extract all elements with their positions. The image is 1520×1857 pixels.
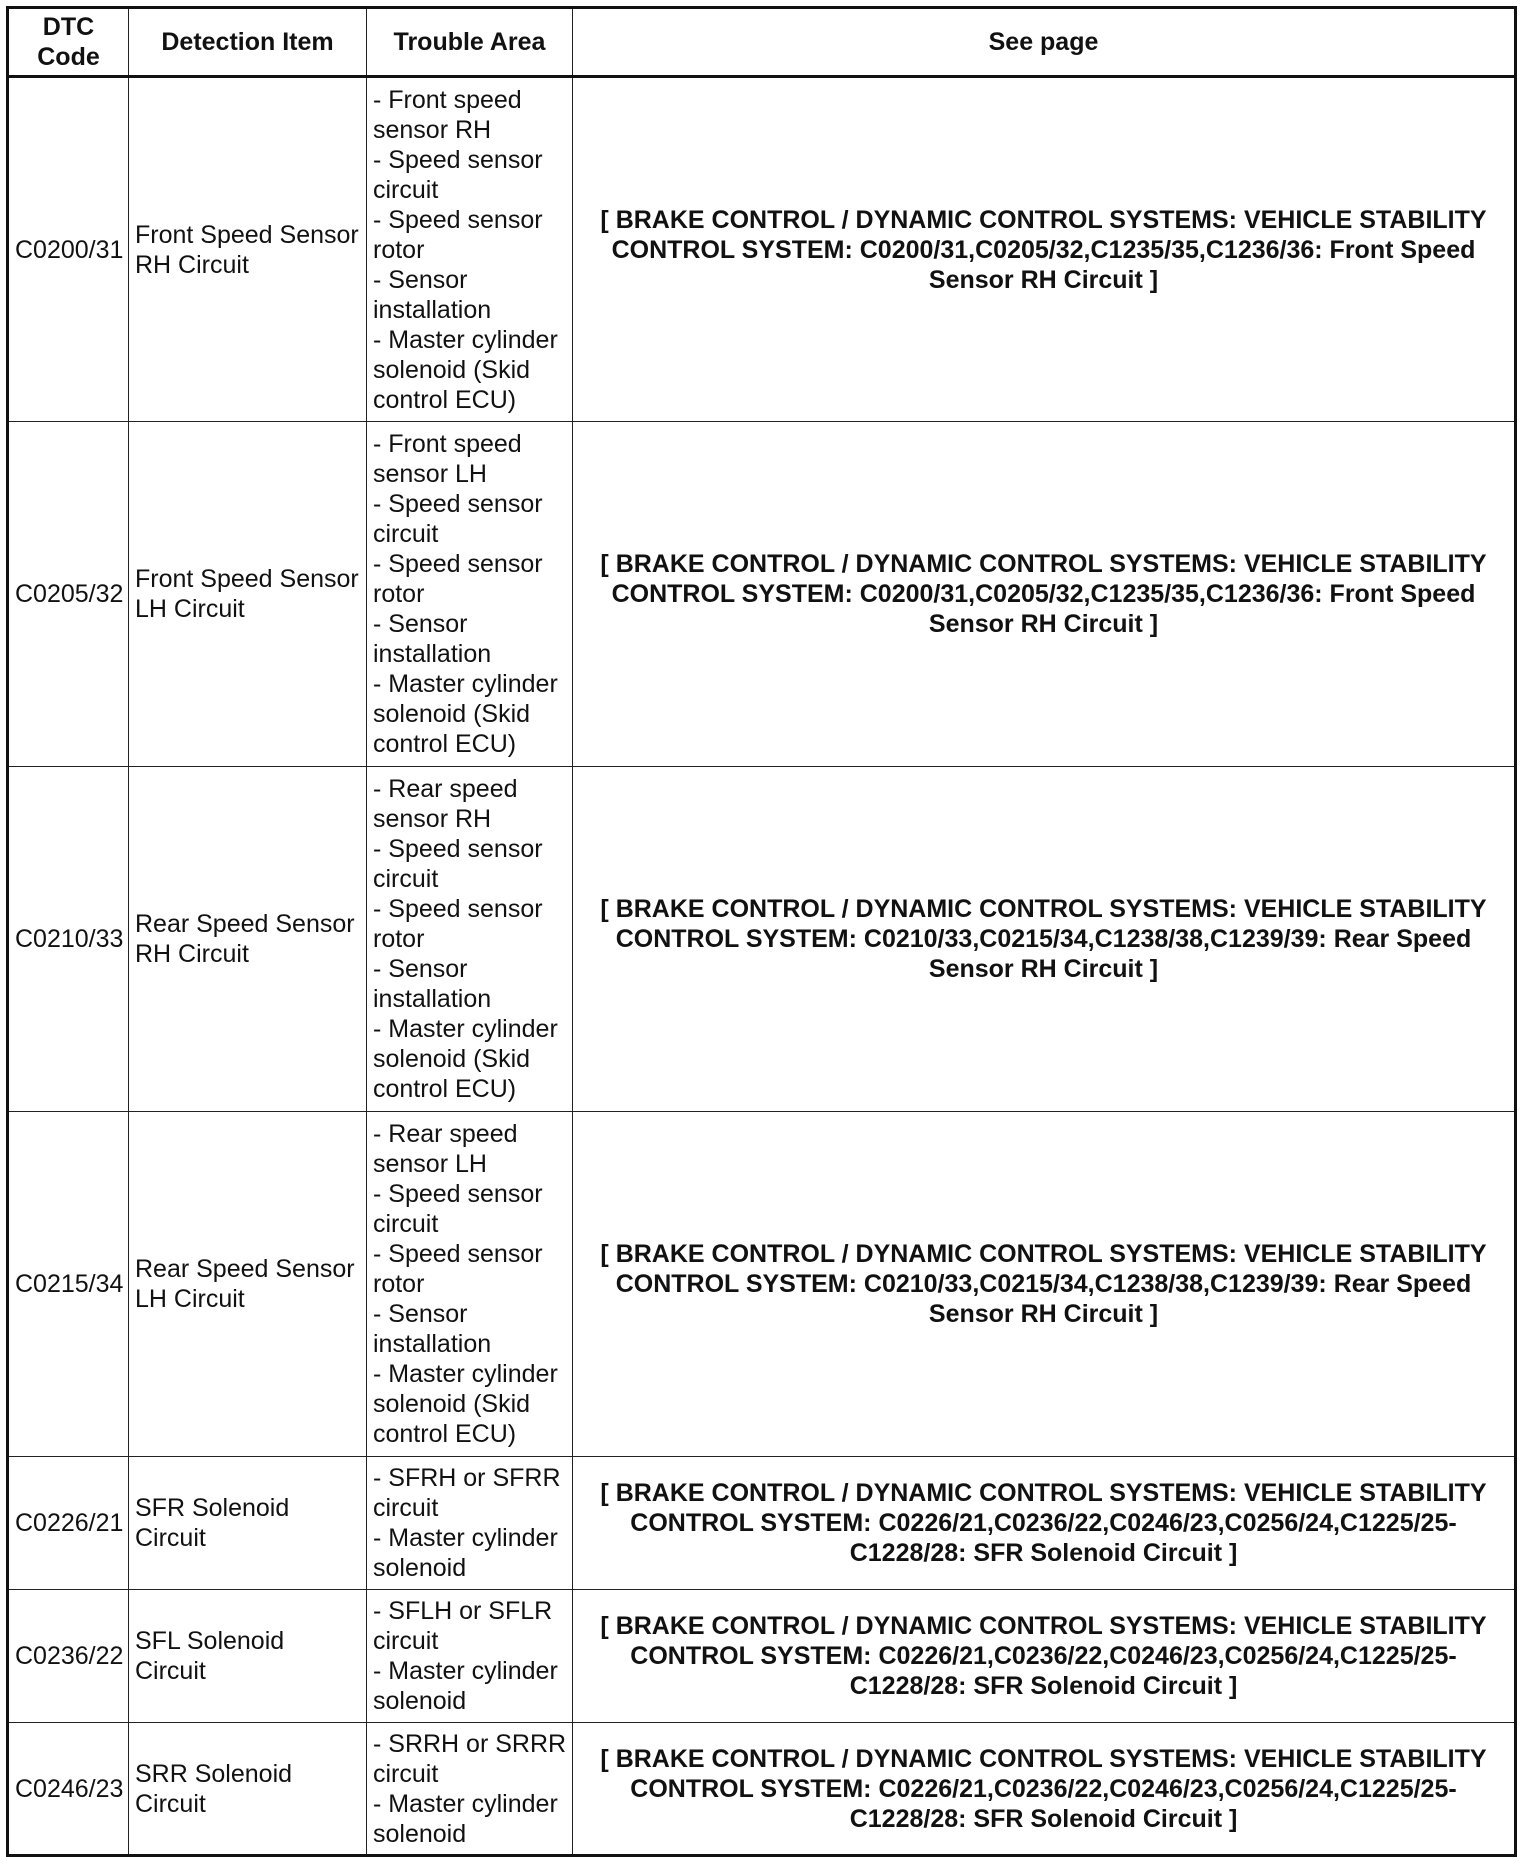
trouble-area-line: - Rear speed — [373, 775, 518, 803]
table-header — [8, 8, 1516, 77]
trouble-area-cell — [367, 1590, 573, 1723]
trouble-area-line: - Speed sensor — [373, 1180, 543, 1208]
header-dtc-code: DTC Code — [8, 8, 129, 77]
trouble-area-line: - Speed sensor — [373, 205, 543, 234]
trouble-area-line: solenoid — [373, 1687, 467, 1715]
trouble-area-line: solenoid (Skid — [373, 700, 531, 728]
trouble-area-line: - Front speed — [373, 430, 522, 458]
table-row — [8, 767, 1516, 1112]
trouble-area-line: - Speed sensor — [373, 895, 543, 923]
detection-item-cell: Rear Speed Sensor RH Circuit — [129, 767, 367, 1112]
dtc-code-cell: C0200/31 — [8, 77, 129, 422]
trouble-area-line: circuit — [373, 1494, 439, 1522]
trouble-area-line: - Master cylinder — [373, 1524, 558, 1552]
trouble-area-line: - Master cylinder — [373, 1360, 558, 1388]
table-row — [8, 1112, 1516, 1457]
detection-item-cell: SFL Solenoid Circuit — [129, 1590, 367, 1723]
trouble-area-line: circuit — [373, 520, 439, 548]
detection-item-cell: Front Speed Sensor LH Circuit — [129, 422, 367, 767]
table-row — [8, 77, 1516, 422]
trouble-area-line: installation — [373, 1330, 492, 1358]
trouble-area-line: circuit — [373, 1210, 439, 1238]
trouble-area-line: rotor — [373, 580, 425, 608]
trouble-area-line: - Sensor — [373, 265, 468, 294]
dtc-code-cell: C0215/34 — [8, 1112, 129, 1457]
trouble-area-line: - SRRH or SRRR — [373, 1729, 567, 1758]
trouble-area-line: - Master cylinder — [373, 670, 558, 698]
trouble-area-line: - Speed sensor — [373, 145, 543, 174]
dtc-code-cell: C0226/21 — [8, 1457, 129, 1590]
trouble-area-line: - Speed sensor — [373, 1240, 543, 1268]
see-page-link[interactable]: [ BRAKE CONTROL / DYNAMIC CONTROL SYSTEMS: VEHICLE STABILITY CONTROL SYSTEM: C0226/21,C0236/22,C0246/23,C0256/24,C1225/25-C1228/28: SFR Solenoid Circuit ] — [573, 1457, 1516, 1590]
trouble-area-line: solenoid — [373, 1554, 467, 1582]
trouble-area-line: rotor — [373, 235, 425, 264]
see-page-link[interactable]: [ BRAKE CONTROL / DYNAMIC CONTROL SYSTEMS: VEHICLE STABILITY CONTROL SYSTEM: C0210/33,C0215/34,C1238/38,C1239/39: Rear Speed Sensor RH Circuit ] — [573, 767, 1516, 1112]
trouble-area-line: circuit — [373, 1759, 439, 1788]
table-row — [8, 1723, 1516, 1856]
trouble-area-cell — [367, 767, 573, 1112]
trouble-area-line: - SFRH or SFRR — [373, 1464, 561, 1492]
header-trouble-area: Trouble Area — [367, 8, 573, 77]
trouble-area-line: control ECU) — [373, 385, 517, 414]
trouble-area-cell — [367, 77, 573, 422]
trouble-area-line: solenoid (Skid — [373, 355, 531, 384]
trouble-area-line: installation — [373, 295, 492, 324]
see-page-link[interactable]: [ BRAKE CONTROL / DYNAMIC CONTROL SYSTEMS: VEHICLE STABILITY CONTROL SYSTEM: C0200/31,C0205/32,C1235/35,C1236/36: Front Speed Sensor RH Circuit ] — [573, 422, 1516, 767]
trouble-area-line: - Speed sensor — [373, 550, 543, 578]
trouble-area-line: circuit — [373, 865, 439, 893]
trouble-area-cell — [367, 1723, 573, 1856]
trouble-area-line: - SFLH or SFLR — [373, 1597, 553, 1625]
trouble-area-line: - Sensor — [373, 955, 468, 983]
table-body — [8, 77, 1516, 1856]
trouble-area-line: - Sensor — [373, 610, 468, 638]
trouble-area-line: control ECU) — [373, 1420, 517, 1448]
trouble-area-line: sensor LH — [373, 1150, 487, 1178]
trouble-area-line: - Speed sensor — [373, 490, 543, 518]
header-row — [8, 8, 1516, 77]
table-row — [8, 1457, 1516, 1590]
trouble-area-line: sensor RH — [373, 805, 492, 833]
trouble-area-line: solenoid (Skid — [373, 1045, 531, 1073]
trouble-area-line: - Rear speed — [373, 1120, 518, 1148]
trouble-area-line: - Speed sensor — [373, 835, 543, 863]
dtc-code-cell: C0205/32 — [8, 422, 129, 767]
trouble-area-line: rotor — [373, 1270, 425, 1298]
trouble-area-cell — [367, 1112, 573, 1457]
trouble-area-cell — [367, 422, 573, 767]
header-detection-item: Detection Item — [129, 8, 367, 77]
table-row — [8, 1590, 1516, 1723]
detection-item-cell: Front Speed Sensor RH Circuit — [129, 77, 367, 422]
dtc-code-cell: C0210/33 — [8, 767, 129, 1112]
dtc-table — [6, 6, 1517, 1857]
detection-item-cell: SFR Solenoid Circuit — [129, 1457, 367, 1590]
header-see-page: See page — [573, 8, 1516, 77]
trouble-area-line: control ECU) — [373, 1075, 517, 1103]
trouble-area-line: - Master cylinder — [373, 325, 558, 354]
trouble-area-line: - Master cylinder — [373, 1657, 558, 1685]
dtc-code-cell: C0236/22 — [8, 1590, 129, 1723]
trouble-area-line: sensor LH — [373, 460, 487, 488]
trouble-area-line: control ECU) — [373, 730, 517, 758]
trouble-area-line: solenoid (Skid — [373, 1390, 531, 1418]
trouble-area-line: - Sensor — [373, 1300, 468, 1328]
see-page-link[interactable]: [ BRAKE CONTROL / DYNAMIC CONTROL SYSTEMS: VEHICLE STABILITY CONTROL SYSTEM: C0226/21,C0236/22,C0246/23,C0256/24,C1225/25-C1228/28: SFR Solenoid Circuit ] — [573, 1590, 1516, 1723]
trouble-area-line: installation — [373, 640, 492, 668]
dtc-code-cell: C0246/23 — [8, 1723, 129, 1856]
detection-item-cell: SRR Solenoid Circuit — [129, 1723, 367, 1856]
trouble-area-line: - Front speed — [373, 85, 522, 114]
detection-item-cell: Rear Speed Sensor LH Circuit — [129, 1112, 367, 1457]
trouble-area-line: - Master cylinder — [373, 1789, 558, 1818]
trouble-area-line: - Master cylinder — [373, 1015, 558, 1043]
see-page-link[interactable]: [ BRAKE CONTROL / DYNAMIC CONTROL SYSTEMS: VEHICLE STABILITY CONTROL SYSTEM: C0200/31,C0205/32,C1235/35,C1236/36: Front Speed Sensor RH Circuit ] — [573, 77, 1516, 422]
see-page-link[interactable]: [ BRAKE CONTROL / DYNAMIC CONTROL SYSTEMS: VEHICLE STABILITY CONTROL SYSTEM: C0210/33,C0215/34,C1238/38,C1239/39: Rear Speed Sensor RH Circuit ] — [573, 1112, 1516, 1457]
trouble-area-line: rotor — [373, 925, 425, 953]
see-page-link[interactable]: [ BRAKE CONTROL / DYNAMIC CONTROL SYSTEMS: VEHICLE STABILITY CONTROL SYSTEM: C0226/21,C0236/22,C0246/23,C0256/24,C1225/25-C1228/28: SFR Solenoid Circuit ] — [573, 1723, 1516, 1856]
trouble-area-line: circuit — [373, 1627, 439, 1655]
table-row — [8, 422, 1516, 767]
trouble-area-cell — [367, 1457, 573, 1590]
trouble-area-line: installation — [373, 985, 492, 1013]
trouble-area-line: circuit — [373, 175, 439, 204]
trouble-area-line: sensor RH — [373, 115, 492, 144]
trouble-area-line: solenoid — [373, 1819, 467, 1848]
